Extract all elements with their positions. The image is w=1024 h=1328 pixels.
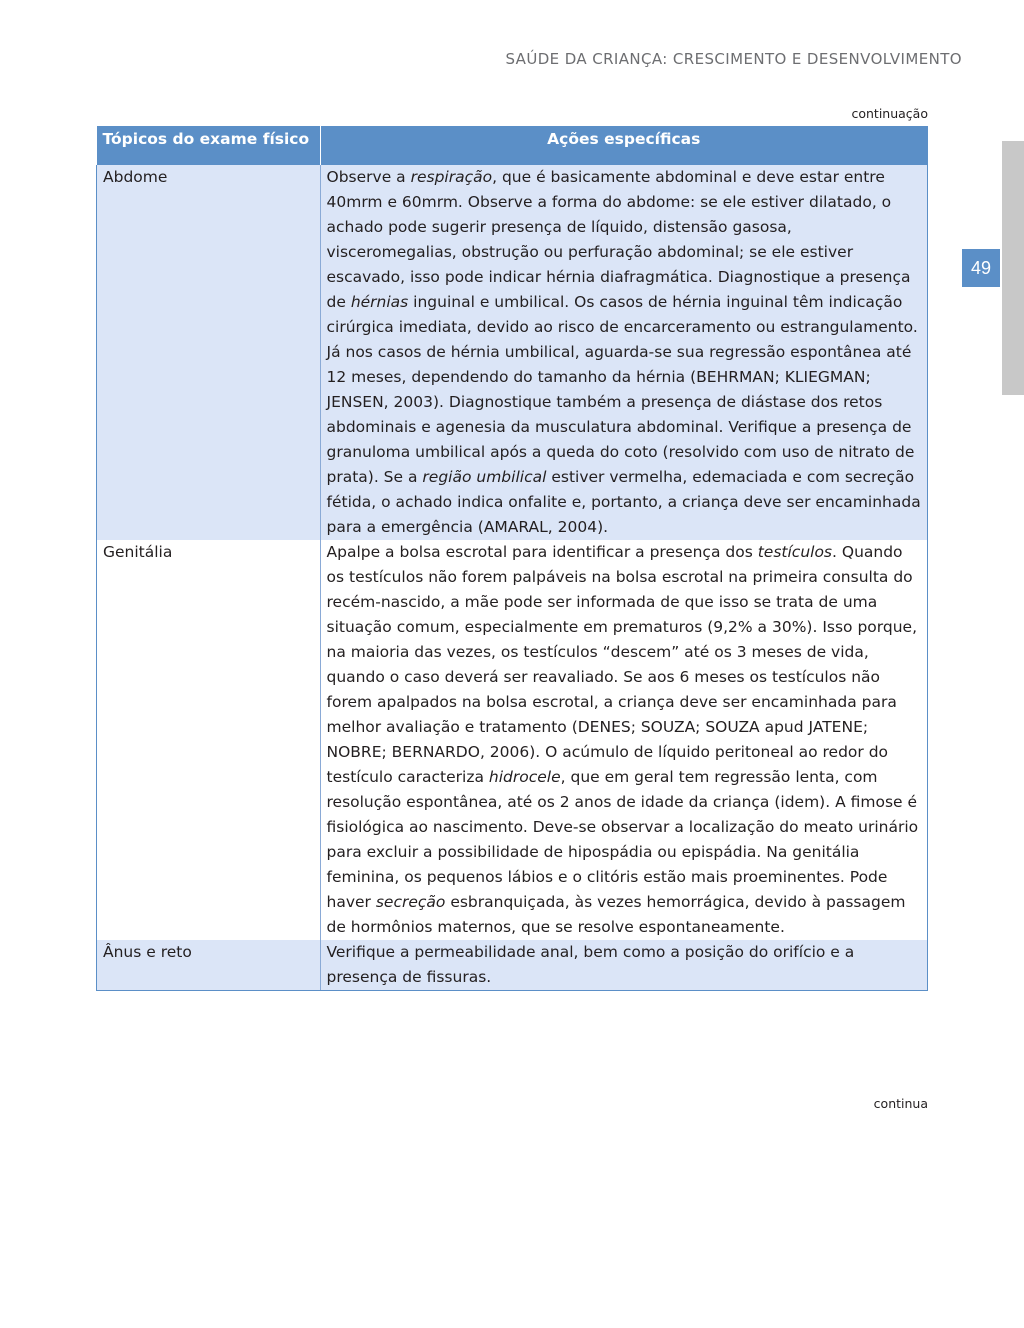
italic-term: região umbilical [422, 468, 547, 486]
header-topic: Tópicos do exame físico [97, 126, 321, 165]
row-action-genitalia: Apalpe a bolsa escrotal para identificar a presença dos testículos. Quando os testículos não forem palpáveis na bolsa escrotal na primeira consulta do recém-nascido, a mãe pode ser informada de que isso se trata de uma situação comum, especialmente em prematuros (9,2% a 30%). Isso porque, na maioria das vezes, os testículos “descem” até os 3 meses de vida, quando o caso deverá ser reavaliado. Se aos 6 meses os testículos não forem apalpados na bolsa escrotal, a criança deve ser encaminhada para melhor avaliação e tratamento (DENES; SOUZA; SOUZA apud JATENE; NOBRE; BERNARDO, 2006). O acúmulo de líquido peritoneal ao redor do testículo caracteriza hidrocele, que em geral tem regressão lenta, com resolução espontânea, até os 2 anos de idade da criança (idem). A fimose é fisiológica ao nascimento. Deve-se observar a localização do meato urinário para excluir a possibilidade de hipospádia ou epispádia. Na genitália feminina, os pequenos lábios e o clitóris estão mais proeminentes. Pode haver secreção esbranquiçada, às vezes hemorrágica, devido à passagem de hormônios maternos, que se resolve espontaneamente. [320, 540, 928, 940]
page-number: 49 [962, 249, 1000, 287]
row-topic-anus-reto: Ânus e reto [97, 940, 321, 991]
table-row [97, 940, 928, 991]
side-tab [1002, 141, 1024, 395]
row-action-anus-reto: Verifique a permeabilidade anal, bem como a posição do orifício e a presença de fissuras. [320, 940, 928, 991]
header-action: Ações específicas [320, 126, 928, 165]
table-row [97, 165, 928, 540]
continues-note: continua [873, 1096, 928, 1111]
italic-term: hidrocele [488, 768, 561, 786]
italic-term: secreção [375, 893, 446, 911]
continuation-note: continuação [851, 106, 928, 121]
table-header-row [97, 126, 928, 165]
row-topic-abdome: Abdome [97, 165, 321, 540]
italic-term: hérnias [350, 293, 409, 311]
exam-table [96, 126, 928, 991]
row-topic-genitalia: Genitália [97, 540, 321, 940]
table-row [97, 540, 928, 940]
row-action-abdome: Observe a respiração, que é basicamente abdominal e deve estar entre 40mrm e 60mrm. Observe a forma do abdome: se ele estiver dilatado, o achado pode sugerir presença de líquido, distensão gasosa, visceromegalias, obstrução ou perfuração abdominal; se ele estiver escavado, isso pode indicar hérnia diafragmática. Diagnostique a presença de hérnias inguinal e umbilical. Os casos de hérnia inguinal têm indicação cirúrgica imediata, devido ao risco de encarceramento ou estrangulamento. Já nos casos de hérnia umbilical, aguarda-se sua regressão espontânea até 12 meses, dependendo do tamanho da hérnia (BEHRMAN; KLIEGMAN; JENSEN, 2003). Diagnostique também a presença de diástase dos retos abdominais e agenesia da musculatura abdominal. Verifique a presença de granuloma umbilical após a queda do coto (resolvido com uso de nitrato de prata). Se a região umbilical estiver vermelha, edemaciada e com secreção fétida, o achado indica onfalite e, portanto, a criança deve ser encaminhada para a emergência (AMARAL, 2004). [320, 165, 928, 540]
italic-term: testículos [757, 543, 833, 561]
italic-term: respiração [410, 168, 493, 186]
running-header: SAÚDE DA CRIANÇA: CRESCIMENTO E DESENVOLVIMENTO [505, 50, 962, 68]
